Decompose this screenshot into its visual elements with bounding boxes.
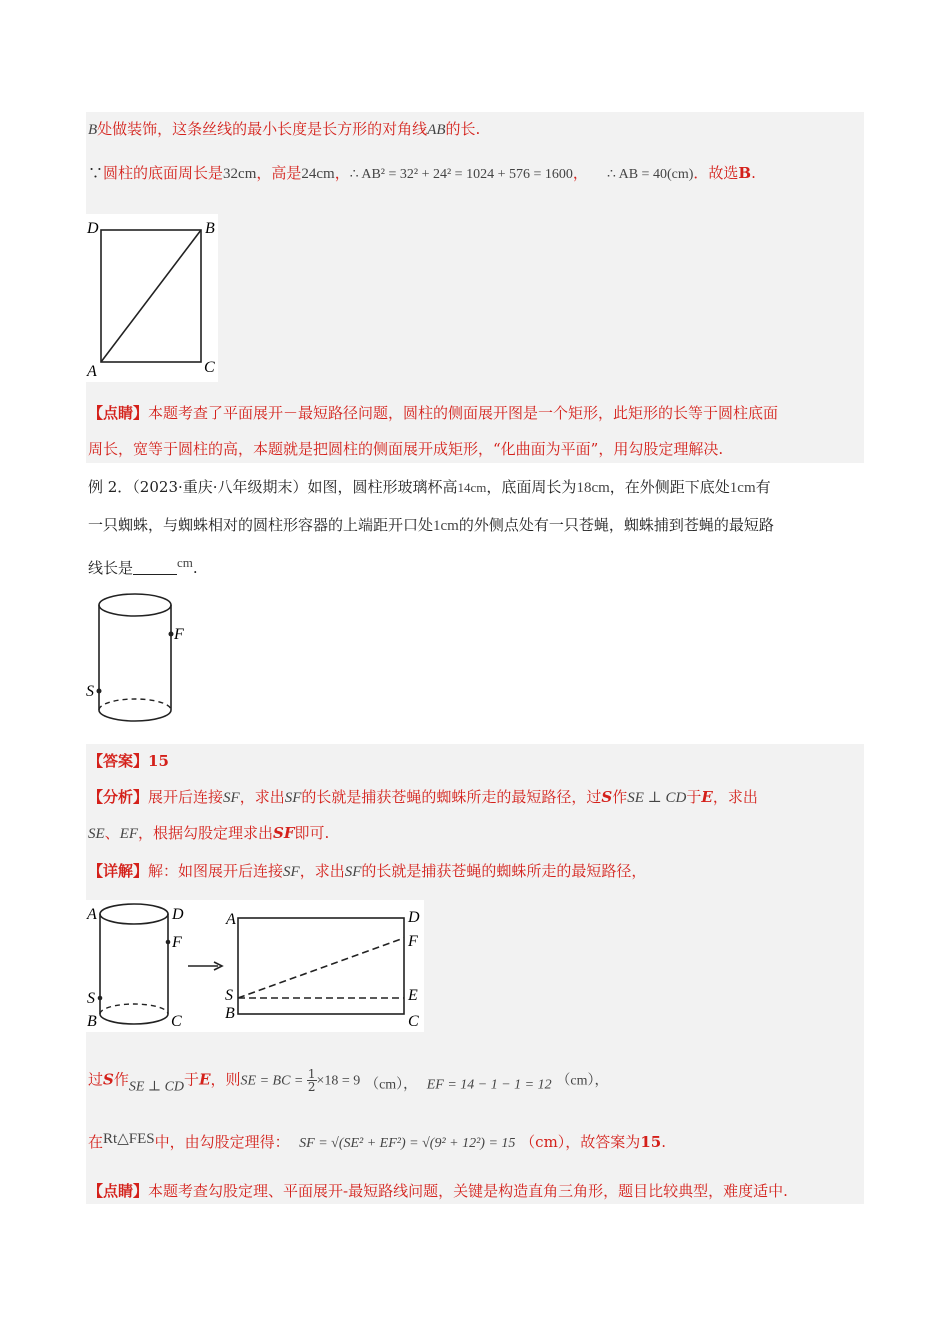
ex2-line1 bbox=[88, 476, 771, 499]
analysis-text-a: 展开后连接 bbox=[148, 788, 224, 806]
step2-text-b: 中，由勾股定理得： bbox=[154, 1133, 290, 1151]
dianjing1-tag: 【点睛】 bbox=[88, 404, 149, 422]
cup-circumference: 18cm bbox=[576, 480, 610, 496]
rect-label-b: B bbox=[225, 1005, 235, 1022]
ex2-text-a: 例 2．（2023·重庆·八年级期末）如图，圆柱形玻璃杯高 bbox=[88, 478, 458, 496]
detail-var-sf-2: SF bbox=[344, 864, 362, 880]
analysis-tag: 【分析】 bbox=[88, 788, 149, 806]
fig2-point-s bbox=[98, 996, 103, 1001]
step2-equation: SF = √(SE² + EF²) = √(9² + 12²) = 15 bbox=[299, 1136, 516, 1151]
detail-text-b: ，求出 bbox=[299, 862, 345, 880]
step2-line bbox=[88, 1128, 666, 1155]
height-value: 24cm bbox=[301, 166, 335, 182]
analysis-text-g: 、 bbox=[104, 824, 120, 842]
analysis-text-c: 的长就是捕获苍蝇的蜘蛛所走的最短路径，过 bbox=[301, 788, 602, 806]
var-b: B bbox=[88, 122, 98, 138]
ex2-text-c: ，在外侧距下底处 bbox=[609, 478, 730, 496]
var-sf-bold: SF bbox=[273, 824, 295, 842]
rect-label-s: S bbox=[225, 987, 233, 1004]
blank-unit: cm bbox=[177, 555, 193, 570]
ex2-text-d: 有 bbox=[755, 478, 771, 496]
analysis-line2 bbox=[88, 822, 329, 845]
answer-tag: 【答案】 bbox=[88, 752, 149, 770]
analysis-text-d: 作 bbox=[612, 788, 628, 806]
perp-relation: SE ⊥ CD bbox=[627, 790, 687, 806]
var-sf-2: SF bbox=[284, 790, 302, 806]
ex1-height-label: ，高是 bbox=[256, 164, 302, 182]
label-b: B bbox=[205, 220, 215, 237]
ex1-line1 bbox=[88, 118, 480, 141]
var-sf: SF bbox=[223, 790, 240, 806]
dianjing1-text2: 周长，宽等于圆柱的高，本题就是把圆柱的侧面展开成矩形，“化曲面为平面”，用勾股定理解决. bbox=[88, 440, 724, 458]
step1-var-s: S bbox=[103, 1070, 114, 1089]
rectangle-diagram bbox=[86, 214, 218, 382]
step1-text-a: 过 bbox=[88, 1070, 104, 1089]
equation-ab-squared: ∴ AB² = 32² + 24² = 1024 + 576 = 1600 bbox=[349, 167, 573, 182]
var-ab: AB bbox=[427, 122, 446, 138]
step2-text-u: （cm），故答案为 bbox=[520, 1133, 641, 1151]
analysis-text-i: 即可. bbox=[294, 824, 330, 842]
fig2-label-f: F bbox=[172, 934, 182, 951]
fraction-numerator: 1 bbox=[307, 1067, 316, 1081]
analysis-line1 bbox=[88, 786, 758, 809]
step1-text-c: 于 bbox=[184, 1070, 200, 1089]
rect-label-c: C bbox=[408, 1013, 419, 1030]
var-e: E bbox=[701, 788, 713, 806]
cylinder-bottom-back bbox=[99, 699, 171, 710]
distance-1: 1cm bbox=[729, 480, 756, 496]
dianjing2-text: 本题考查勾股定理、平面展开-最短路线问题，关键是构造直角三角形，题目比较典型，难度适中. bbox=[148, 1182, 788, 1200]
var-s: S bbox=[601, 788, 613, 806]
equation-ab: ∴ AB = 40(cm) bbox=[606, 167, 694, 182]
dianjing2-line bbox=[88, 1180, 788, 1202]
step1-text-b: 作 bbox=[113, 1070, 129, 1089]
because-symbol: ∵ bbox=[88, 164, 104, 182]
step1-eq1-rest: ×18 = 9 bbox=[316, 1073, 361, 1089]
ex2-text-g: 线长是 bbox=[88, 559, 134, 577]
ex1-comma2: ， bbox=[572, 164, 588, 182]
analysis-text-h: ，根据勾股定理求出 bbox=[138, 824, 274, 842]
step1-unit2: （cm）， bbox=[556, 1073, 609, 1089]
fig2-label-c: C bbox=[171, 1013, 182, 1030]
ex1-line1-end: 的长. bbox=[445, 120, 481, 138]
fig2-label-b: B bbox=[87, 1013, 97, 1030]
fraction-denominator: 2 bbox=[307, 1080, 316, 1094]
ex1-circ-label: 圆柱的底面周长是 bbox=[103, 164, 224, 182]
dianjing1-line1 bbox=[88, 402, 778, 424]
detail-text-a: 解：如图展开后连接 bbox=[148, 862, 284, 880]
point-s bbox=[97, 689, 102, 694]
fig2-label-d: D bbox=[172, 906, 184, 923]
fig2-point-f bbox=[166, 940, 171, 945]
label-f: F bbox=[174, 626, 184, 643]
cylinder-diagram bbox=[84, 590, 194, 732]
fraction-half bbox=[307, 1068, 317, 1093]
ex1-line1-text: 处做装饰，这条丝线的最小长度是长方形的对角线 bbox=[97, 120, 428, 138]
cylinder-top bbox=[99, 594, 171, 616]
cylinder-bottom-front bbox=[99, 710, 171, 721]
ex2-line3 bbox=[88, 552, 198, 579]
answer-line bbox=[88, 750, 169, 772]
label-a: A bbox=[87, 363, 97, 380]
analysis-text-f: ，求出 bbox=[712, 788, 758, 806]
circ-value: 32cm bbox=[223, 166, 257, 182]
distance-2: 1cm bbox=[433, 518, 459, 534]
ex1-choose-label: ．故选 bbox=[693, 164, 739, 182]
rect-label-d: D bbox=[408, 909, 420, 926]
analysis-text-e: 于 bbox=[686, 788, 702, 806]
rect-label-a: A bbox=[226, 911, 236, 928]
step1-line bbox=[88, 1068, 609, 1099]
analysis-text-b: ，求出 bbox=[239, 788, 285, 806]
step1-eq1: SE = BC = bbox=[240, 1073, 307, 1089]
ex1-period: . bbox=[751, 164, 756, 182]
answer-choice: B bbox=[738, 164, 752, 182]
ex2-text-f: 的外侧点处有一只苍蝇，蜘蛛捕到苍蝇的最短路 bbox=[458, 516, 774, 534]
step2-period: . bbox=[661, 1133, 666, 1151]
ex2-line2 bbox=[88, 514, 774, 537]
label-d: D bbox=[87, 220, 99, 237]
step2-triangle: Rt△FES bbox=[103, 1131, 155, 1147]
rect-label-e: E bbox=[408, 987, 418, 1004]
ex2-text-b: ，底面周长为 bbox=[486, 478, 577, 496]
dianjing1-text1: 本题考查了平面展开－最短路径问题，圆柱的侧面展开图是一个矩形，此矩形的长等于圆柱底面 bbox=[148, 404, 779, 422]
step1-unit1: （cm）， bbox=[365, 1077, 418, 1093]
ex1-comma1: ， bbox=[334, 164, 350, 182]
step2-text-a: 在 bbox=[88, 1133, 104, 1151]
ex2-period: . bbox=[192, 559, 198, 577]
ex1-line2 bbox=[88, 162, 756, 186]
fig2-label-s: S bbox=[87, 990, 95, 1007]
detail-text-c: 的长就是捕获苍蝇的蜘蛛所走的最短路径， bbox=[361, 862, 647, 880]
answer-value: 15 bbox=[148, 752, 169, 770]
fig2-label-a: A bbox=[87, 906, 97, 923]
cup-height: 14cm bbox=[457, 480, 487, 495]
unfolding-diagram bbox=[86, 900, 424, 1032]
step1-eq2: EF = 14 − 1 − 1 = 12 bbox=[426, 1077, 552, 1093]
label-s: S bbox=[86, 683, 94, 700]
label-c: C bbox=[204, 359, 215, 376]
step2-answer: 15 bbox=[640, 1133, 662, 1151]
var-se: SE bbox=[88, 826, 105, 842]
rect-label-f: F bbox=[408, 933, 418, 950]
detail-tag: 【详解】 bbox=[88, 862, 149, 880]
step1-text-d: ，则 bbox=[210, 1070, 241, 1089]
ex2-text-e: 一只蜘蛛，与蜘蛛相对的圆柱形容器的上端距开口处 bbox=[88, 516, 434, 534]
step1-perp: SE ⊥ CD bbox=[128, 1079, 185, 1095]
detail-line bbox=[88, 860, 646, 883]
var-ef: EF bbox=[119, 826, 139, 842]
detail-var-sf: SF bbox=[283, 864, 300, 880]
point-f bbox=[169, 632, 174, 637]
dianjing2-tag: 【点睛】 bbox=[88, 1182, 149, 1200]
answer-blank bbox=[133, 560, 177, 575]
step1-var-e: E bbox=[199, 1070, 211, 1089]
dianjing1-line2 bbox=[88, 438, 723, 460]
